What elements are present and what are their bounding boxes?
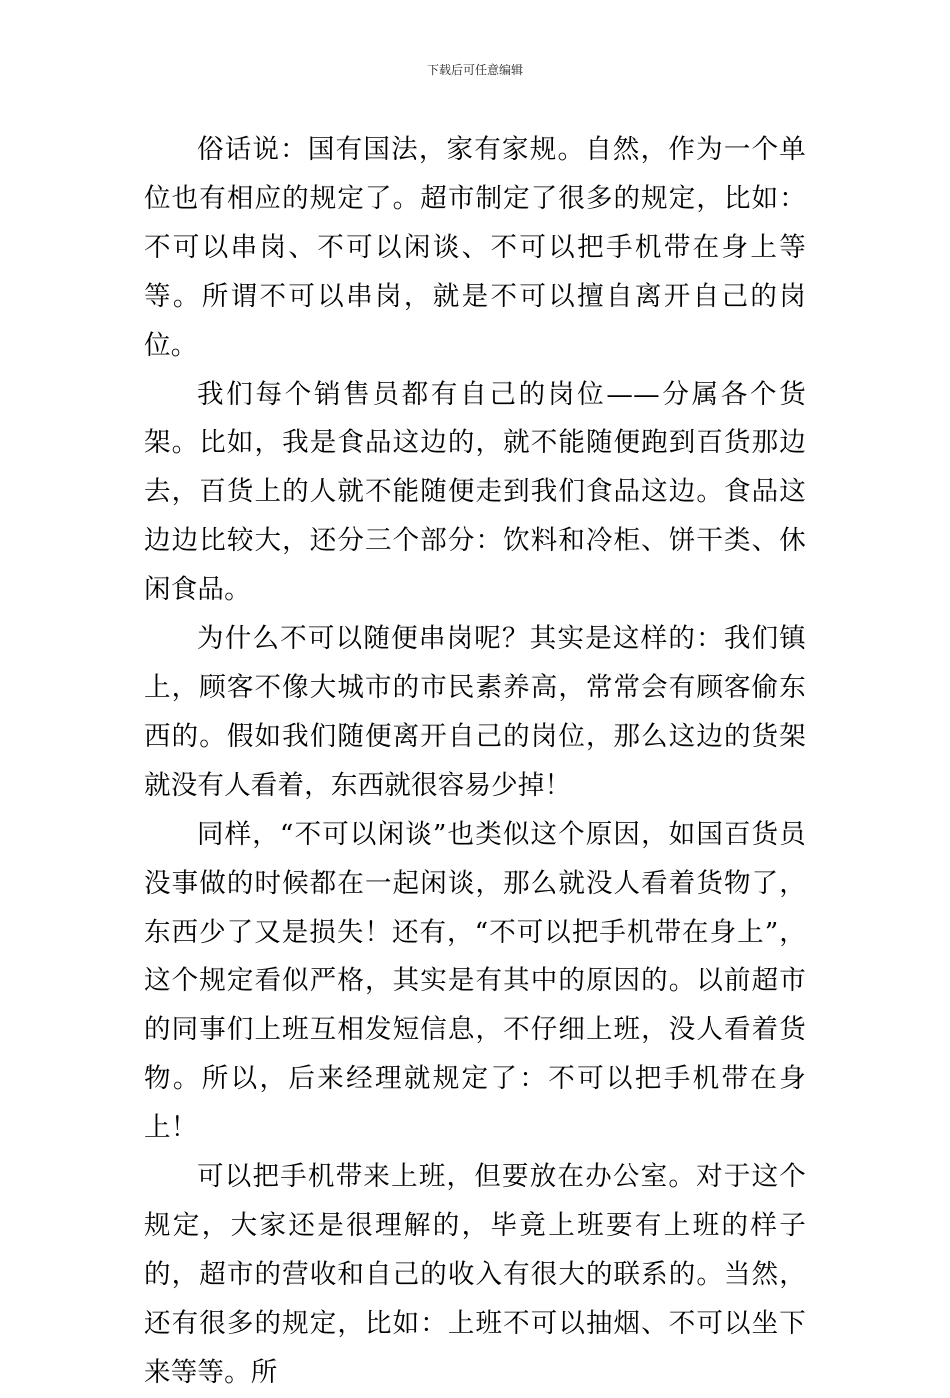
paragraph-4: 同样，“不可以闲谈”也类似这个原因，如国百货员没事做的时候都在一起闲谈，那么就没人看着货物了，东西少了又是损失！还有，“不可以把手机带在身上”，这个规定看似严格，其实是有其中的原因的。以前超市的同事们上班互相发短信息，不仔细上班，没人看着货物。所以，后来经理就规定了：不可以把手机带在身上！ xyxy=(144,818,806,1144)
paragraph-5: 可以把手机带来上班，但要放在办公室。对于这个规定，大家还是很理解的，毕竟上班要有上班的样子的，超市的营收和自己的收入有很大的联系的。当然，还有很多的规定，比如：上班不可以抽烟、不可以坐下来等等。所 xyxy=(144,1161,806,1388)
paragraph-2: 我们每个销售员都有自己的岗位——分属各个货架。比如，我是食品这边的，就不能随便跑到百货那边去，百货上的人就不能随便走到我们食品这边。食品这边边比较大，还分三个部分：饮料和冷柜、饼干类、休闲食品。 xyxy=(144,378,806,606)
document-body xyxy=(144,126,806,1398)
page-header: 下载后可任意编辑 xyxy=(426,63,523,77)
paragraph-3: 为什么不可以随便串岗呢？其实是这样的：我们镇上，顾客不像大城市的市民素养高，常常会有顾客偷东西的。假如我们随便离开自己的岗位，那么这边的货架就没有人看着，东西就很容易少掉！ xyxy=(144,623,806,801)
paragraph-1: 俗话说：国有国法，家有家规。自然，作为一个单位也有相应的规定了。超市制定了很多的规定，比如：不可以串岗、不可以闲谈、不可以把手机带在身上等等。所谓不可以串岗，就是不可以擅自离开自己的岗位。 xyxy=(144,134,806,361)
